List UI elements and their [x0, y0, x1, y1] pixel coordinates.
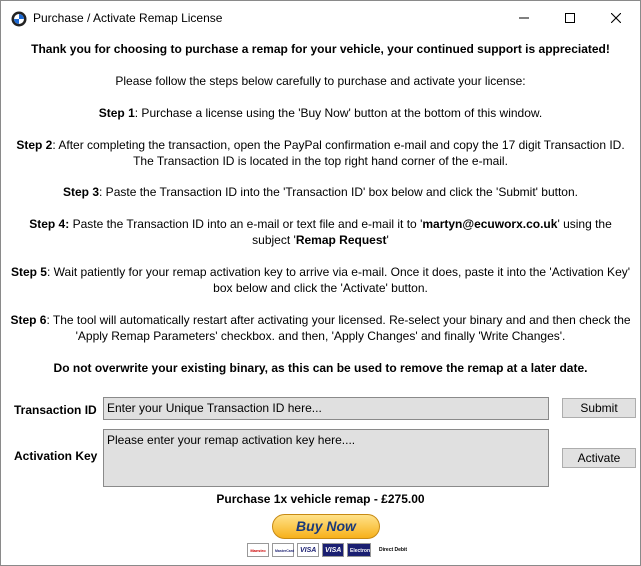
follow-text: Please follow the steps below carefully to purchase and activate your license:: [115, 74, 526, 88]
activation-key-input[interactable]: Please enter your remap activation key here....: [103, 429, 549, 487]
step-4: [1, 216, 640, 232]
step-3-text: : Paste the Transaction ID into the 'Transaction ID' box below and click the 'Submit' button.: [99, 185, 578, 199]
close-icon: [611, 13, 621, 23]
maximize-button[interactable]: [547, 1, 593, 35]
step-5-line-2: box below and click the 'Activate' button.: [213, 281, 428, 295]
step-4-text-a: Paste the Transaction ID into an e-mail or text file and e-mail it to ': [69, 217, 423, 231]
step-6-text: : The tool will automatically restart after activating your licensed. Re-select your binary and and then check the: [46, 313, 631, 327]
step-2-line-2: The Transaction ID is located in the top right hand corner of the e-mail.: [133, 154, 508, 168]
step-5-text: : Wait patiently for your remap activation key to arrive via e-mail. Once it does, paste it into the 'Activation Key': [46, 265, 631, 279]
title-bar: [1, 1, 640, 35]
step-2-label: Step 2: [16, 138, 53, 152]
maestro-card-icon: Maestro: [247, 543, 269, 557]
step-4-email: martyn@ecuworx.co.uk: [422, 217, 558, 231]
step-1: [1, 105, 640, 121]
step-4-line-2: [1, 232, 640, 248]
transaction-id-label: Transaction ID: [14, 403, 97, 417]
step-4-subject-suffix: ': [386, 233, 389, 247]
activation-key-label: Activation Key: [14, 449, 98, 463]
price-text: Purchase 1x vehicle remap - £275.00: [216, 492, 425, 506]
minimize-icon: [519, 13, 529, 23]
step-1-text: : Purchase a license using the 'Buy Now' button at the bottom of this window.: [134, 106, 543, 120]
step-4-subject: Remap Request: [295, 233, 387, 247]
step-6: [1, 312, 640, 328]
payment-cards: [247, 543, 412, 559]
visa-electron-card-icon: Electron: [347, 543, 371, 557]
window-title: Purchase / Activate Remap License: [33, 11, 223, 25]
visa-debit-card-icon: VISA: [322, 543, 344, 557]
step-5: [1, 264, 640, 280]
step-6-line-2: 'Apply Remap Parameters' checkbox. and then, 'Apply Changes' and finally 'Write Changes'.: [75, 329, 566, 343]
activate-button[interactable]: Activate: [562, 448, 636, 468]
bmw-logo-icon: [11, 11, 27, 27]
step-3-label: Step 3: [63, 185, 100, 199]
step-4-label: Step 4:: [29, 217, 70, 231]
step-2: [1, 137, 640, 153]
thanks-text: Thank you for choosing to purchase a remap for your vehicle, your continued support is appreciated!: [31, 42, 610, 56]
step-4-subject-prefix: subject ': [252, 233, 296, 247]
mastercard-icon: MasterCard: [272, 543, 294, 557]
step-1-label: Step 1: [98, 106, 135, 120]
warning-text: Do not overwrite your existing binary, as this can be used to remove the remap at a later date.: [53, 361, 588, 375]
step-5-label: Step 5: [10, 265, 47, 279]
visa-card-icon: VISA: [297, 543, 319, 557]
close-button[interactable]: [593, 1, 639, 35]
buy-now-button[interactable]: Buy Now: [272, 514, 380, 539]
minimize-button[interactable]: [501, 1, 547, 35]
step-6-label: Step 6: [10, 313, 47, 327]
transaction-id-input[interactable]: Enter your Unique Transaction ID here...: [103, 397, 549, 420]
direct-debit-icon: Direct Debit: [374, 543, 412, 557]
maximize-icon: [565, 13, 575, 23]
step-2-text: : After completing the transaction, open the PayPal confirmation e-mail and copy the 17 digit Transaction ID.: [52, 138, 625, 152]
step-4-text-b: ' using the: [557, 217, 612, 231]
submit-button[interactable]: Submit: [562, 398, 636, 418]
step-3: [1, 184, 640, 200]
